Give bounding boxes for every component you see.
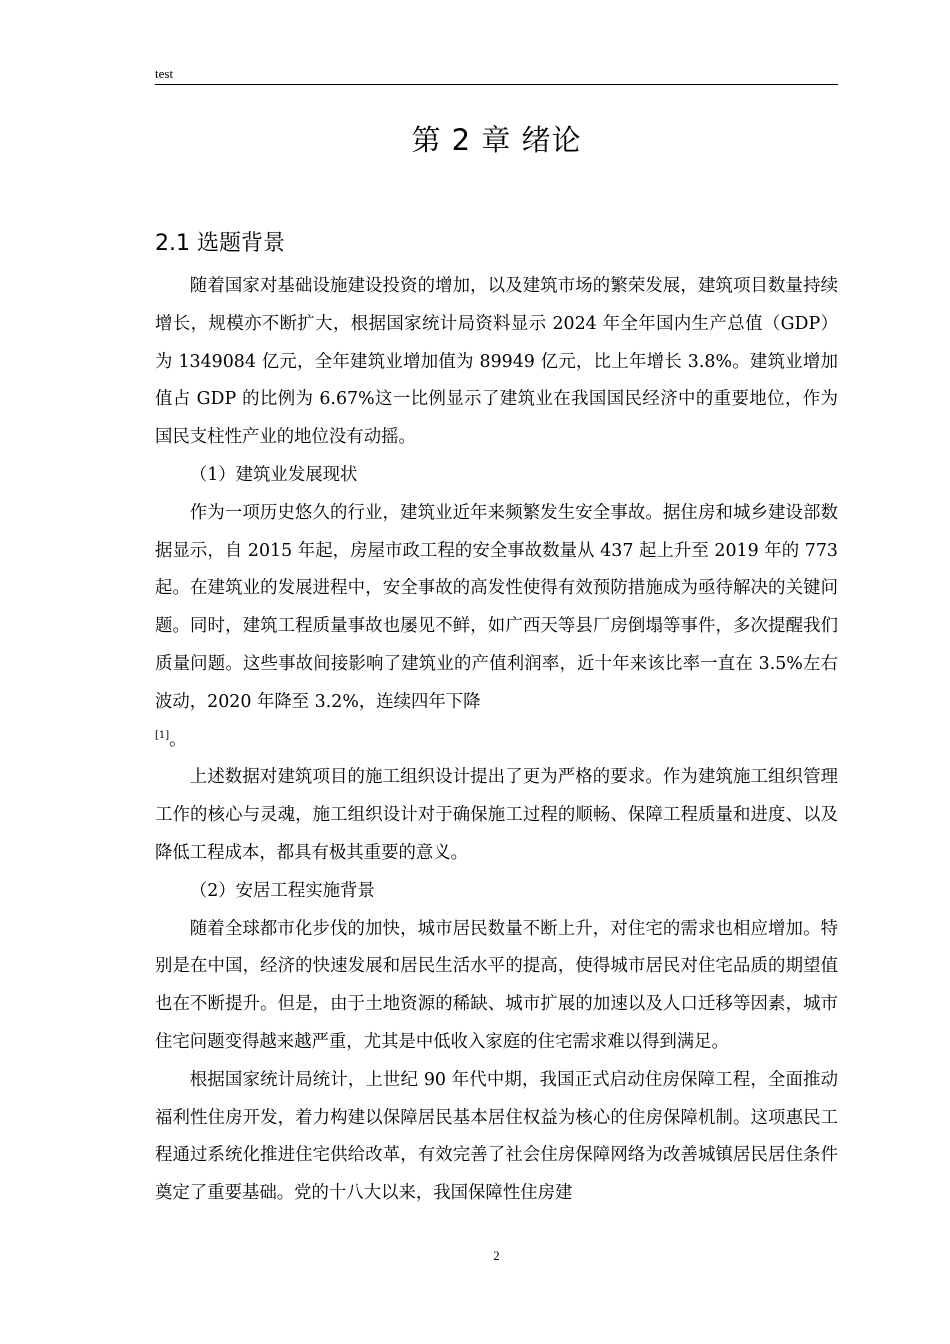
paragraph: 上述数据对建筑项目的施工组织设计提出了更为严格的要求。作为建筑施工组织管理工作的核心与灵魂，施工组织设计对于确保施工过程的顺畅、保障工程质量和进度、以及降低工程成本，都具有极其重要的意义。	[155, 767, 838, 863]
paragraph-text: 作为一项历史悠久的行业，建筑业近年来频繁发生安全事故。据住房和城乡建设部数据显示，自 2015 年起，房屋市政工程的安全事故数量从 437 起上升至 2019 年的 773 起。在建筑业的发展进程中，安全事故的高发性使得有效预防措施成为亟待解决的关键问题。同时，建筑工程质量事故也屡见不鲜，如广西天等县厂房倒塌等事件，多次提醒我们质量问题。这些事故间接影响了建筑业的产值利润率，近十年来该比率一直在 3.5%左右波动，2020 年降至 3.2%，连续四年下降	[155, 502, 838, 712]
body-text	[155, 268, 838, 1213]
running-header: test	[155, 66, 174, 81]
paragraph	[155, 495, 838, 760]
citation-reference[interactable]: [1]	[155, 729, 170, 741]
subheading: （2）安居工程实施背景	[189, 880, 375, 901]
section-title: 2.1 选题背景	[155, 231, 285, 256]
paragraph: 随着国家对基础设施建设投资的增加，以及建筑市场的繁荣发展，建筑项目数量持续增长，规模亦不断扩大，根据国家统计局资料显示 2024 年全年国内生产总值（GDP）为 1349084 亿元，全年建筑业增加值为 89949 亿元，比上年增长 3.8%。建筑业增加值占 GDP 的比例为 6.67%这一比例显示了建筑业在我国国民经济中的重要地位，作为国民支柱性产业的地位没有动摇。	[155, 276, 838, 448]
paragraph: 随着全球都市化步伐的加快，城市居民数量不断上升，对住宅的需求也相应增加。特别是在中国，经济的快速发展和居民生活水平的提高，使得城市居民对住宅品质的期望值也在不断提升。但是，由于土地资源的稀缺、城市扩展的加速以及人口迁移等因素，城市住宅问题变得越来越严重，尤其是中低收入家庭的住宅需求难以得到满足。	[155, 918, 838, 1052]
header-rule	[155, 84, 838, 85]
page-number: 2	[493, 1248, 500, 1263]
subheading: （1）建筑业发展现状	[189, 464, 358, 485]
paragraph-end: 。	[169, 729, 187, 750]
chapter-title: 第 2 章 绪论	[411, 123, 582, 157]
paragraph: 根据国家统计局统计，上世纪 90 年代中期，我国正式启动住房保障工程，全面推动福利性住房开发，着力构建以保障居民基本居住权益为核心的住房保障机制。这项惠民工程通过系统化推进住宅供给改革，有效完善了社会住房保障网络为改善城镇居民居住条件奠定了重要基础。党的十八大以来，我国保障性住房建	[155, 1069, 838, 1204]
